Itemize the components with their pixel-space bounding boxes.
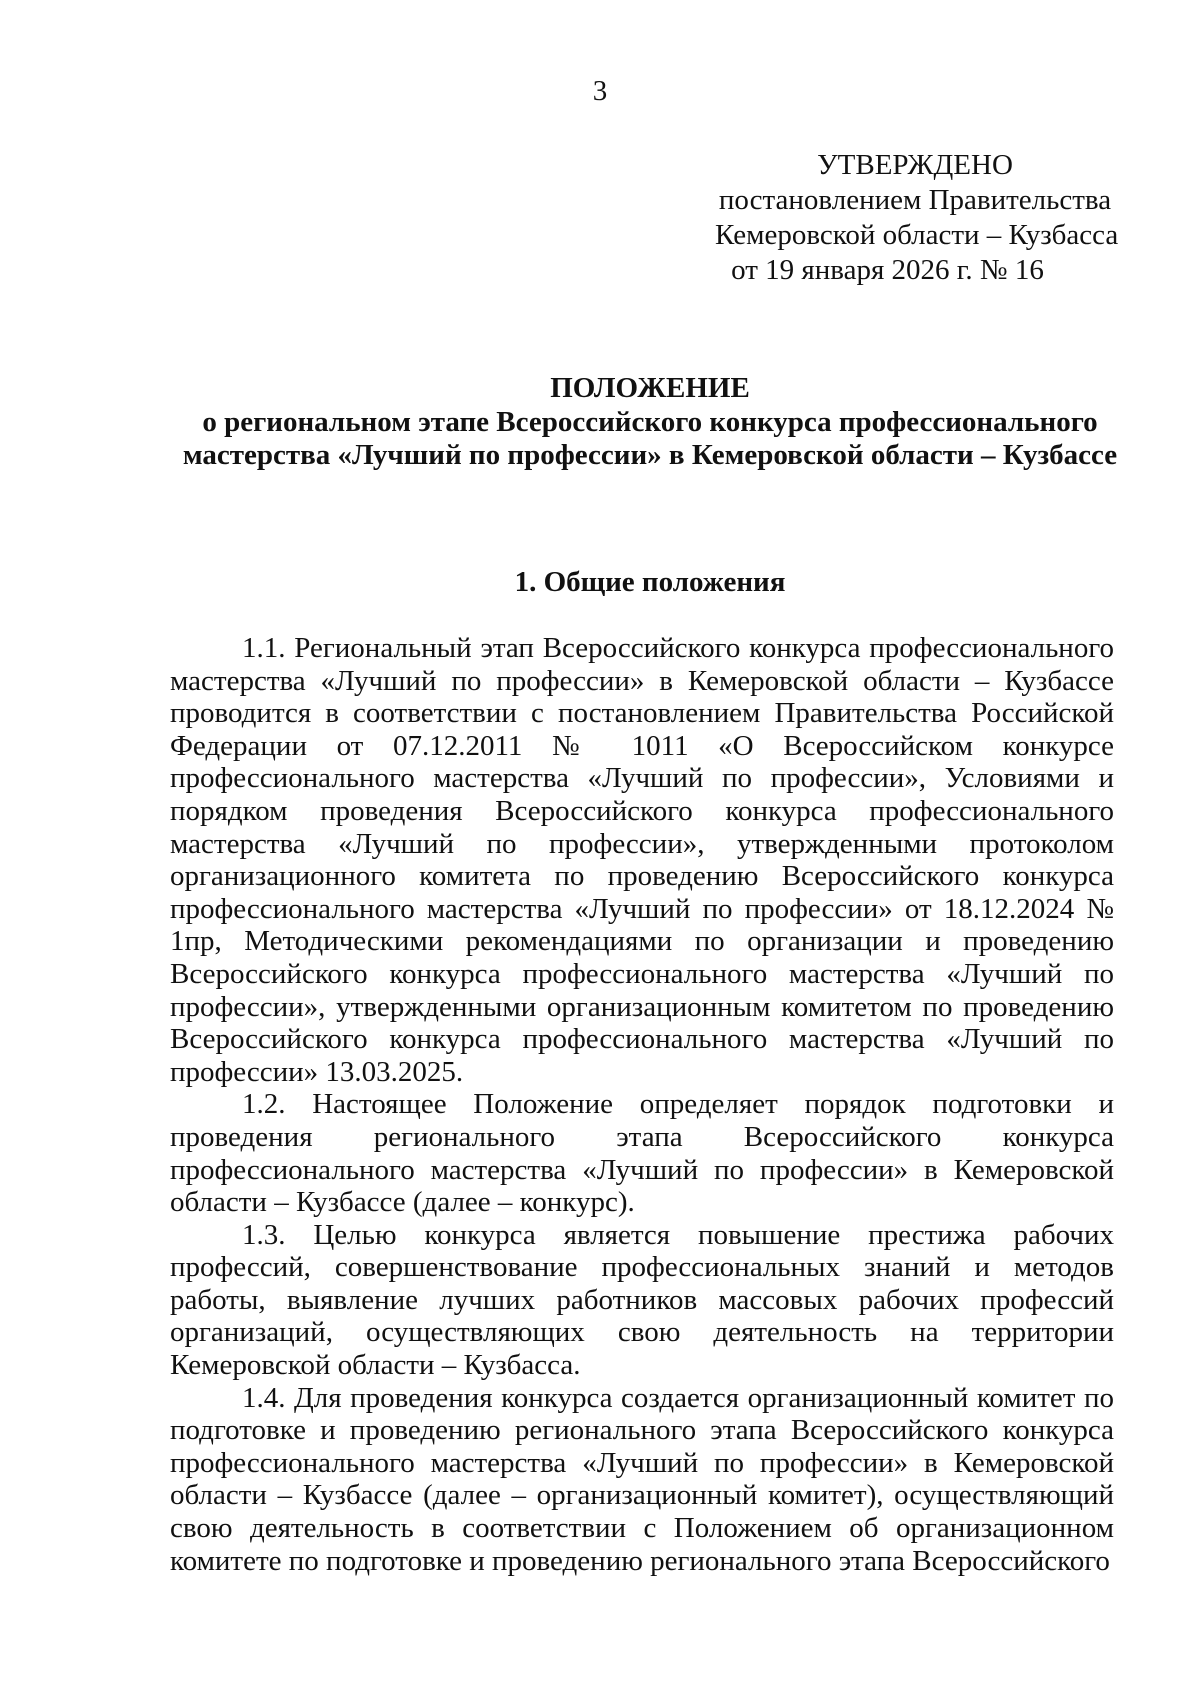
document-title-heading: ПОЛОЖЕНИЕ [550, 372, 750, 404]
paragraph-1-4: 1.4. Для проведения конкурса создается организационный комитет по подготовке и проведению регионального этапа Всероссийского конкурса профессионального мастерства «Лучший по профессии» в Кемеровской области – Кузбассе (далее – организационный комитет), осуществляющий свою деятельность в соответствии с Положением об организационном комитете по подготовке и проведению регионального этапа Всероссийского [170, 1381, 1114, 1577]
approval-heading: УТВЕРЖДЕНО [817, 149, 1013, 181]
paragraph-1-3: 1.3. Целью конкурса является повышение престижа рабочих профессий, совершенствование профессиональных знаний и методов работы, выявление лучших работников массовых рабочих профессий организаций, осуществляющих свою деятельность на территории Кемеровской области – Кузбасса. [170, 1218, 1114, 1382]
document-title [170, 372, 1130, 472]
approval-line-date: от 19 января 2026 г. № 16 [731, 254, 1044, 286]
paragraph-1-1: 1.1. Региональный этап Всероссийского конкурса профессионального мастерства «Лучший по профессии» в Кемеровской области – Кузбассе проводится в соответствии с постановлением Правительства Российской Федерации от 07.12.2011 № 1011 «О Всероссийском конкурсе профессионального мастерства «Лучший по профессии», Условиями и порядком проведения Всероссийского конкурса профессионального мастерства «Лучший по профессии», утвержденными протоколом организационного комитета по проведению Всероссийского конкурса профессионального мастерства «Лучший по профессии» от 18.12.2024 № 1пр, Методическими рекомендациями по организации и проведению Всероссийского конкурса профессионального мастерства «Лучший по профессии», утвержденными организационным комитетом по проведению Всероссийского конкурса профессионального мастерства «Лучший по профессии» 13.03.2025. [170, 632, 1114, 1088]
section-body [170, 632, 1114, 1577]
approval-line-resolution: постановлением Правительства [718, 184, 1112, 216]
paragraph-1-2: 1.2. Настоящее Положение определяет порядок подготовки и проведения регионального этапа Всероссийского конкурса профессионального мастерства «Лучший по профессии» в Кемеровской области – Кузбассе (далее – конкурс). [170, 1088, 1114, 1219]
approval-line-region: Кемеровской области – Кузбасса [715, 219, 1119, 251]
document-title-subtitle: о региональном этапе Всероссийского конкурса профессионального мастерства «Лучший по профессии» в Кемеровской области – Кузбассе [182, 406, 1118, 471]
page-number: 3 [592, 75, 608, 107]
approval-stamp [715, 148, 1119, 288]
section-title: 1. Общие положения [514, 566, 786, 598]
